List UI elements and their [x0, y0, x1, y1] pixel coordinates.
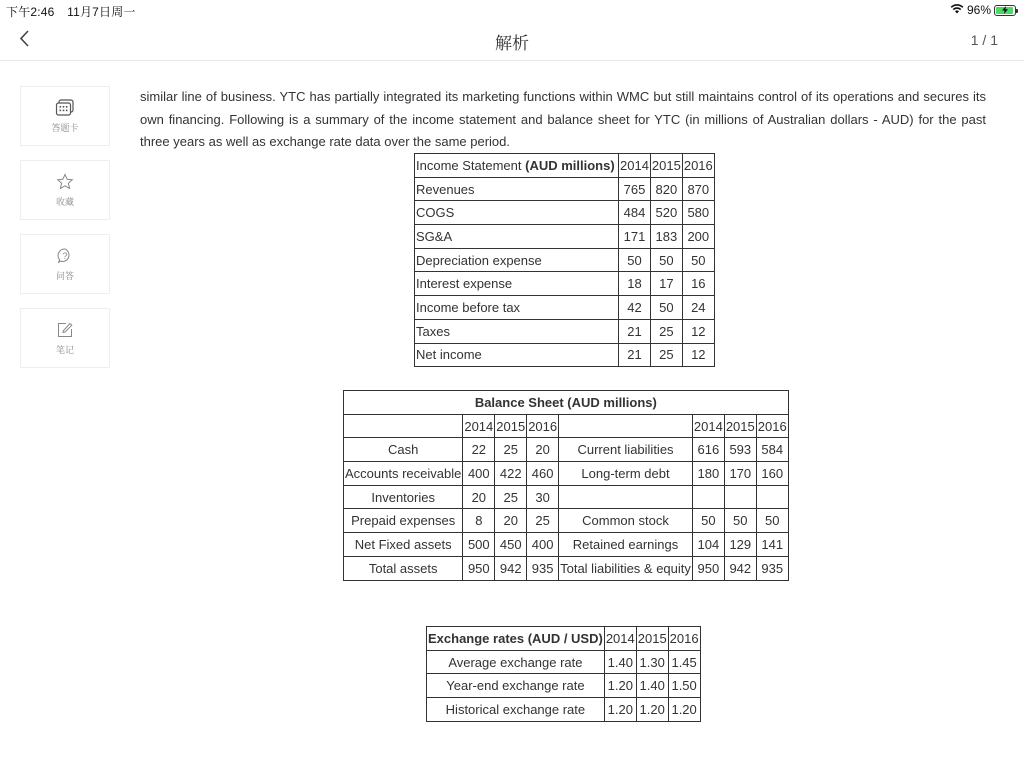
sidebar-item-notes[interactable]: [20, 308, 110, 368]
question-bubble-icon: [55, 246, 75, 266]
table-header-row: [415, 154, 715, 178]
value-cell: 183: [650, 225, 682, 249]
value-cell: 25: [495, 485, 527, 509]
table-row: [415, 296, 715, 320]
value-cell: 520: [650, 201, 682, 225]
table-row: [415, 201, 715, 225]
blank-header-cell: [344, 414, 463, 438]
row-label: Taxes: [415, 319, 619, 343]
value-cell: 180: [692, 462, 724, 486]
value-cell: 1.30: [636, 650, 668, 674]
exchange-rate-table: [426, 626, 701, 722]
value-cell: 1.45: [668, 650, 700, 674]
table-row: [415, 177, 715, 201]
value-cell: 12: [682, 319, 714, 343]
value-cell: 450: [495, 533, 527, 557]
value-cell: [692, 485, 724, 509]
value-cell: [756, 485, 788, 509]
status-date: 11月7日周一: [67, 5, 136, 19]
table-row: [427, 674, 701, 698]
table-header-row: [427, 627, 701, 651]
value-cell: 1.50: [668, 674, 700, 698]
balance-sheet-table: [343, 390, 789, 581]
value-cell: 25: [495, 438, 527, 462]
row-label: Net income: [415, 343, 619, 367]
status-left: [6, 3, 136, 20]
status-time: 下午2:46: [6, 5, 55, 19]
value-cell: 500: [463, 533, 495, 557]
liability-label: Retained earnings: [559, 533, 693, 557]
liability-label: Common stock: [559, 509, 693, 533]
value-cell: [724, 485, 756, 509]
table-row: [427, 698, 701, 722]
value-cell: 870: [682, 177, 714, 201]
battery-percent: 96%: [966, 3, 991, 17]
battery-fill: [996, 7, 1013, 14]
asset-label: Accounts receivable: [344, 462, 463, 486]
year-header: 2014: [463, 414, 495, 438]
battery-icon: [994, 5, 1016, 16]
year-header: 2016: [527, 414, 559, 438]
value-cell: 20: [527, 438, 559, 462]
value-cell: 21: [619, 319, 651, 343]
page-indicator: 1 / 1: [970, 32, 998, 48]
value-cell: 422: [495, 462, 527, 486]
income-header-bold: (AUD millions): [525, 157, 615, 173]
liability-label: Total liabilities & equity: [559, 556, 693, 580]
value-cell: 21: [619, 343, 651, 367]
value-cell: 104: [692, 533, 724, 557]
liability-label: Current liabilities: [559, 438, 693, 462]
table-row: [427, 650, 701, 674]
year-header: 2016: [682, 154, 714, 178]
year-header: 2015: [724, 414, 756, 438]
row-label: Revenues: [415, 177, 619, 201]
value-cell: 25: [650, 319, 682, 343]
income-statement-table: [414, 153, 715, 367]
table-row: [344, 438, 789, 462]
note-edit-icon: [55, 320, 75, 340]
value-cell: 50: [724, 509, 756, 533]
year-header: 2014: [619, 154, 651, 178]
table-title-row: [344, 391, 789, 415]
liability-label: [559, 485, 693, 509]
sidebar-item-label: 收藏: [55, 198, 74, 208]
value-cell: 50: [650, 248, 682, 272]
row-label: COGS: [415, 201, 619, 225]
value-cell: 1.40: [604, 650, 636, 674]
value-cell: 584: [756, 438, 788, 462]
table-row: [415, 319, 715, 343]
table-row: [344, 533, 789, 557]
value-cell: 20: [495, 509, 527, 533]
value-cell: 50: [756, 509, 788, 533]
value-cell: 942: [495, 556, 527, 580]
sidebar-item-label: 答题卡: [51, 124, 79, 134]
table-row: [415, 343, 715, 367]
value-cell: 616: [692, 438, 724, 462]
sidebar-item-label: 笔记: [55, 346, 74, 356]
value-cell: 50: [619, 248, 651, 272]
income-header-prefix: Income Statement: [416, 157, 526, 173]
value-cell: 50: [650, 296, 682, 320]
value-cell: 50: [692, 509, 724, 533]
year-header: 2015: [636, 627, 668, 651]
asset-label: Prepaid expenses: [344, 509, 463, 533]
sidebar-item-label: 问答: [55, 272, 74, 282]
value-cell: 1.20: [636, 698, 668, 722]
row-label: Depreciation expense: [415, 248, 619, 272]
charging-bolt-icon: [1002, 6, 1008, 14]
year-header: 2015: [650, 154, 682, 178]
value-cell: 30: [527, 485, 559, 509]
table-row: [344, 509, 789, 533]
income-header-cell: [415, 154, 619, 178]
question-content: [140, 86, 986, 154]
value-cell: 765: [619, 177, 651, 201]
value-cell: 25: [650, 343, 682, 367]
value-cell: 400: [463, 462, 495, 486]
value-cell: 1.20: [604, 674, 636, 698]
value-cell: 935: [756, 556, 788, 580]
value-cell: 942: [724, 556, 756, 580]
rate-label: Historical exchange rate: [427, 698, 605, 722]
value-cell: 17: [650, 272, 682, 296]
row-label: Interest expense: [415, 272, 619, 296]
svg-text:?: ?: [62, 251, 68, 261]
balance-sheet-title: Balance Sheet (AUD millions): [344, 391, 789, 415]
value-cell: 141: [756, 533, 788, 557]
value-cell: 460: [527, 462, 559, 486]
page-title: 解析: [495, 34, 529, 54]
star-icon: [55, 172, 75, 192]
value-cell: 935: [527, 556, 559, 580]
year-header: 2014: [692, 414, 724, 438]
value-cell: 170: [724, 462, 756, 486]
value-cell: 1.20: [668, 698, 700, 722]
value-cell: 593: [724, 438, 756, 462]
year-header: 2015: [495, 414, 527, 438]
liability-label: Long-term debt: [559, 462, 693, 486]
value-cell: 42: [619, 296, 651, 320]
year-header: 2016: [756, 414, 788, 438]
asset-label: Net Fixed assets: [344, 533, 463, 557]
table-row: [344, 556, 789, 580]
sidebar-item-qa[interactable]: [20, 234, 110, 294]
value-cell: 18: [619, 272, 651, 296]
status-bar: [0, 0, 1024, 20]
asset-label: Cash: [344, 438, 463, 462]
sidebar: [20, 86, 110, 382]
passage-text: similar line of business. YTC has partially integrated its marketing functions within WMC but still maintains control of its operations and secures its own financing. Following is a summary of the income statement and balance sheet for YTC (in millions of Australian dollars - AUD) for the past three years as well as exchange rate data over the same period.: [140, 89, 986, 149]
table-row: [415, 272, 715, 296]
value-cell: 400: [527, 533, 559, 557]
value-cell: 171: [619, 225, 651, 249]
year-header: 2014: [604, 627, 636, 651]
value-cell: 580: [682, 201, 714, 225]
value-cell: 25: [527, 509, 559, 533]
value-cell: 950: [692, 556, 724, 580]
value-cell: 1.40: [636, 674, 668, 698]
value-cell: 1.20: [604, 698, 636, 722]
value-cell: 160: [756, 462, 788, 486]
sidebar-item-answer-card[interactable]: [20, 86, 110, 146]
value-cell: 20: [463, 485, 495, 509]
table-header-row: [344, 414, 789, 438]
answer-card-icon: [55, 98, 75, 118]
row-label: SG&A: [415, 225, 619, 249]
table-row: [415, 248, 715, 272]
sidebar-item-favorite[interactable]: [20, 160, 110, 220]
value-cell: 950: [463, 556, 495, 580]
year-header: 2016: [668, 627, 700, 651]
rate-label: Average exchange rate: [427, 650, 605, 674]
row-label: Income before tax: [415, 296, 619, 320]
value-cell: 22: [463, 438, 495, 462]
status-right: [950, 3, 1016, 17]
table-row: [344, 462, 789, 486]
value-cell: 12: [682, 343, 714, 367]
exchange-header-cell: Exchange rates (AUD / USD): [427, 627, 605, 651]
table-row: [344, 485, 789, 509]
blank-header-cell: [559, 414, 693, 438]
value-cell: 24: [682, 296, 714, 320]
value-cell: 820: [650, 177, 682, 201]
value-cell: 8: [463, 509, 495, 533]
wifi-icon: [950, 3, 964, 17]
asset-label: Inventories: [344, 485, 463, 509]
value-cell: 16: [682, 272, 714, 296]
value-cell: 50: [682, 248, 714, 272]
table-row: [415, 225, 715, 249]
value-cell: 484: [619, 201, 651, 225]
nav-bar: [0, 20, 1024, 61]
asset-label: Total assets: [344, 556, 463, 580]
value-cell: 129: [724, 533, 756, 557]
rate-label: Year-end exchange rate: [427, 674, 605, 698]
value-cell: 200: [682, 225, 714, 249]
